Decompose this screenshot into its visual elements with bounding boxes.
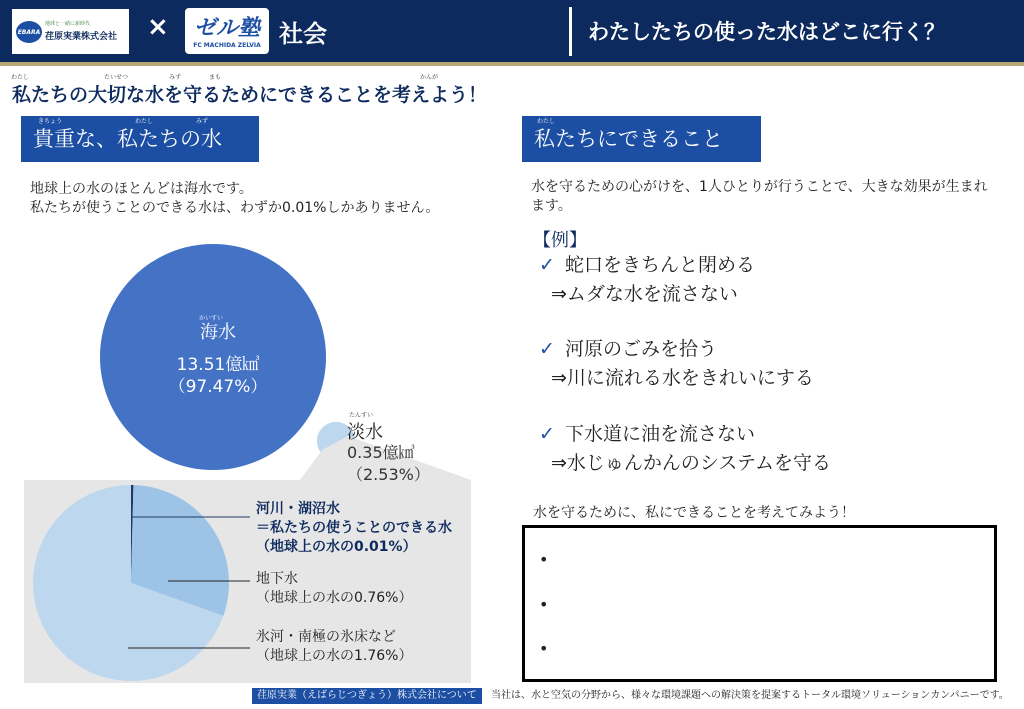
example-action-1 bbox=[539, 251, 755, 279]
check-icon: ✓ bbox=[539, 423, 555, 445]
water-intro-line-1: 地球上の水のほとんどは海水です。 bbox=[30, 181, 253, 197]
ruby-mizu: みず bbox=[169, 74, 182, 81]
company-about-text: 当社は、水と空気の分野から、様々な環境課題への解決策を提案するトータル環境ソリューションカンパニーです。 bbox=[491, 690, 1009, 701]
seawater-amount: 13.51億㎦ bbox=[176, 355, 260, 375]
example-action-text: 蛇口をきちんと閉める bbox=[565, 254, 756, 276]
ruby-watashi-right: わたし bbox=[537, 118, 556, 125]
ruby-tansui: たんすい bbox=[349, 412, 374, 419]
seawater-percent: （97.47%） bbox=[168, 377, 268, 397]
freshwater-amount: 0.35億㎦ bbox=[347, 443, 415, 462]
page-heading: 私たちの大切な水を守るためにできることを考えよう！ bbox=[12, 84, 488, 106]
collab-times-sign: × bbox=[147, 12, 169, 42]
check-icon: ✓ bbox=[539, 338, 555, 360]
example-result-2: ⇒川に流れる水をきれいにする bbox=[551, 367, 814, 389]
answer-bullet-3: • bbox=[539, 639, 549, 658]
subject-label: 社会 bbox=[279, 20, 327, 48]
section-tab-what-we-can-do: 私たちにできること bbox=[522, 116, 761, 162]
ruby-taisetsu: たいせつ bbox=[104, 74, 129, 81]
example-result-3: ⇒水じゅんかんのシステムを守る bbox=[551, 452, 832, 474]
section-tab-precious-water: 貴重な、私たちの水 bbox=[21, 116, 259, 162]
ice-percent: （地球上の水の1.76%） bbox=[256, 648, 413, 664]
ice-name: 氷河・南極の氷床など bbox=[256, 629, 396, 645]
groundwater-percent: （地球上の水の0.76%） bbox=[256, 590, 413, 606]
freshwater-percent: （2.53%） bbox=[347, 465, 430, 484]
answer-bullet-1: • bbox=[539, 550, 549, 569]
freshwater-pie-chart bbox=[33, 485, 229, 681]
page-title: わたしたちの使った水はどこに行く？ bbox=[588, 20, 945, 44]
example-action-text: 下水道に油を流さない bbox=[565, 423, 756, 445]
example-action-2 bbox=[539, 335, 717, 363]
zel-juku-logo-text: ゼル塾 bbox=[193, 16, 260, 41]
ruby-mamo: まも bbox=[209, 74, 222, 81]
river-lake-label bbox=[256, 500, 452, 557]
ruby-watashi: わたし bbox=[11, 74, 30, 81]
ruby-mizu-tab: みず bbox=[196, 118, 209, 125]
ice-label bbox=[256, 628, 412, 666]
groundwater-label bbox=[256, 570, 412, 608]
water-intro-line-2: 私たちが使うことのできる水は、わずか0.01%しかありません。 bbox=[30, 200, 440, 216]
groundwater-name: 地下水 bbox=[256, 571, 298, 587]
ruby-kaisui: かいすい bbox=[199, 315, 224, 322]
answer-bullet-2: • bbox=[539, 595, 549, 614]
seawater-label: 海水 bbox=[200, 322, 236, 343]
answer-box[interactable] bbox=[522, 525, 997, 682]
example-result-1: ⇒ムダな水を流さない bbox=[551, 283, 738, 305]
freshwater-label: 淡水 bbox=[347, 422, 383, 443]
zel-juku-logo-subtext: FC MACHIDA ZELVIA bbox=[193, 42, 261, 49]
company-about-badge: 荏原実業（えばらじつぎょう）株式会社について bbox=[252, 688, 482, 704]
example-heading: 【例】 bbox=[533, 230, 587, 251]
ruby-kichou: きちょう bbox=[38, 118, 63, 125]
example-action-3 bbox=[539, 420, 755, 448]
river-lake-percent: （地球上の水の0.01%） bbox=[256, 539, 417, 555]
example-action-text: 河原のごみを拾う bbox=[565, 338, 718, 360]
company-tagline: 地球と一緒に新時代 bbox=[45, 21, 91, 27]
river-lake-name: 河川・湖沼水 bbox=[256, 501, 340, 517]
think-prompt: 水を守るために、私にできることを考えてみよう！ bbox=[533, 505, 855, 521]
ruby-kanga: かんが bbox=[420, 74, 439, 81]
company-name: 荏原実業株式会社 bbox=[45, 32, 118, 42]
river-lake-usable: ＝私たちの使うことのできる水 bbox=[256, 520, 452, 536]
check-icon: ✓ bbox=[539, 254, 555, 276]
company-emblem-icon: EBARA bbox=[16, 21, 42, 43]
ruby-watashi-tab: わたし bbox=[135, 118, 154, 125]
actions-intro-text: 水を守るための心がけを、1人ひとりが行うことで、大きな効果が生まれます。 bbox=[531, 179, 988, 214]
